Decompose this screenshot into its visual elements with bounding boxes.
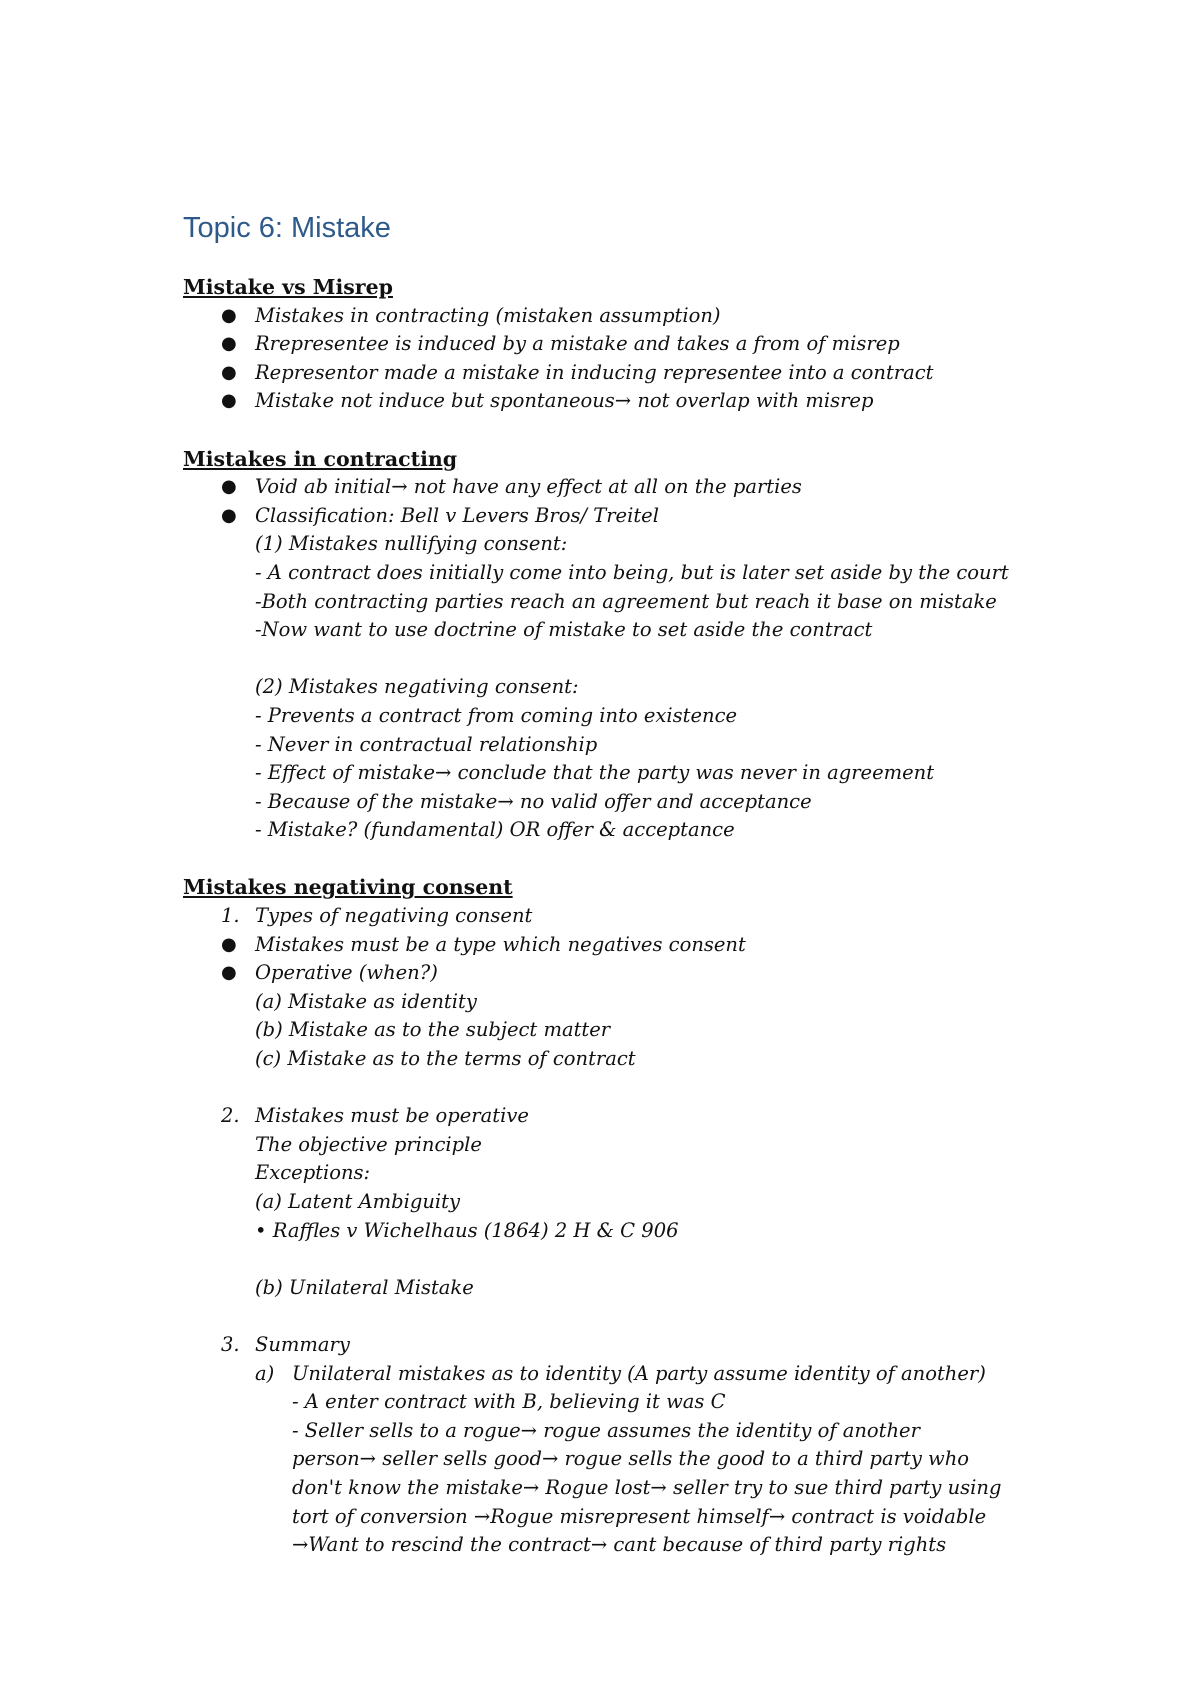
text-line: person→ seller sells good→ rogue sells the good to a third party who: [292, 1447, 970, 1471]
list-item: ● Mistakes must be a type which negatives consent: [183, 931, 1143, 960]
bullet-icon: ●: [221, 390, 237, 412]
bullet-icon: ●: [221, 361, 237, 383]
text-line: - Mistake? (fundamental) OR offer & acceptance: [255, 818, 735, 842]
list-item: ● Representor made a mistake in inducing representee into a contract: [183, 359, 1143, 388]
text-line: don't know the mistake→ Rogue lost→ seller try to sue third party using: [292, 1475, 1002, 1499]
document-body: [183, 273, 1143, 1560]
list-item: ● Operative (when?): [183, 959, 1143, 988]
text-line: The objective principle: [255, 1132, 482, 1156]
text-line: (c) Mistake as to the terms of contract: [255, 1047, 636, 1071]
bullet-icon: ●: [221, 962, 237, 984]
text-line: - Seller sells to a rogue→ rogue assumes the identity of another: [292, 1418, 920, 1442]
page-title: Topic 6: Mistake: [183, 212, 391, 244]
list-item: ● Rrepresentee is induced by a mistake and takes a from of misrep: [183, 330, 1143, 359]
list-item: ● Void ab initial→ not have any effect at all on the parties: [183, 473, 1143, 502]
list-item: ● Classification: Bell v Levers Bros/ Treitel: [183, 502, 1143, 531]
text-line: - Never in contractual relationship: [255, 732, 598, 756]
section-heading: Mistakes in contracting: [183, 446, 458, 471]
text-line: - A enter contract with B, believing it was C: [292, 1390, 726, 1414]
text-line: - Prevents a contract from coming into existence: [255, 703, 738, 727]
bullet-icon: ●: [221, 504, 237, 526]
text-line: (b) Mistake as to the subject matter: [255, 1018, 611, 1042]
text-line: (b) Unilateral Mistake: [255, 1275, 474, 1299]
text-line: (a) Mistake as identity: [255, 989, 477, 1013]
bullet-icon: ●: [221, 304, 237, 326]
text-line: (2) Mistakes negativing consent:: [255, 675, 579, 699]
list-item: ● Mistakes in contracting (mistaken assumption): [183, 302, 1143, 331]
text-line: Exceptions:: [255, 1161, 371, 1185]
text-line: - Because of the mistake→ no valid offer and acceptance: [255, 789, 812, 813]
numbered-item: a) Unilateral mistakes as to identity (A party assume identity of another): [255, 1361, 986, 1385]
list-item: ● Mistake not induce but spontaneous→ not overlap with misrep: [183, 387, 1143, 416]
bullet-icon: ●: [221, 476, 237, 498]
section-heading: Mistake vs Misrep: [183, 275, 393, 299]
text-line: (1) Mistakes nullifying consent:: [255, 532, 568, 556]
text-line: →Want to rescind the contract→ cant because of third party rights: [292, 1533, 947, 1557]
text-line: -Both contracting parties reach an agreement but reach it base on mistake: [255, 589, 997, 613]
text-line: - Effect of mistake→ conclude that the party was never in agreement: [255, 761, 935, 785]
text-line: - A contract does initially come into being, but is later set aside by the court: [255, 560, 1009, 584]
section-heading: Mistakes negativing consent: [183, 875, 513, 900]
numbered-item: 2. Mistakes must be operative: [221, 1104, 529, 1128]
numbered-item: 1. Types of negativing consent: [221, 904, 533, 928]
text-line: tort of conversion →Rogue misrepresent himself→ contract is voidable: [292, 1504, 987, 1528]
bullet-icon: ●: [221, 933, 237, 955]
text-line: (a) Latent Ambiguity: [255, 1190, 461, 1213]
text-line: • Raffles v Wichelhaus (1864) 2 H & C 906: [255, 1218, 679, 1242]
bullet-icon: ●: [221, 333, 237, 355]
text-line: -Now want to use doctrine of mistake to set aside the contract: [255, 618, 873, 642]
numbered-item: 3. Summary: [221, 1332, 350, 1356]
